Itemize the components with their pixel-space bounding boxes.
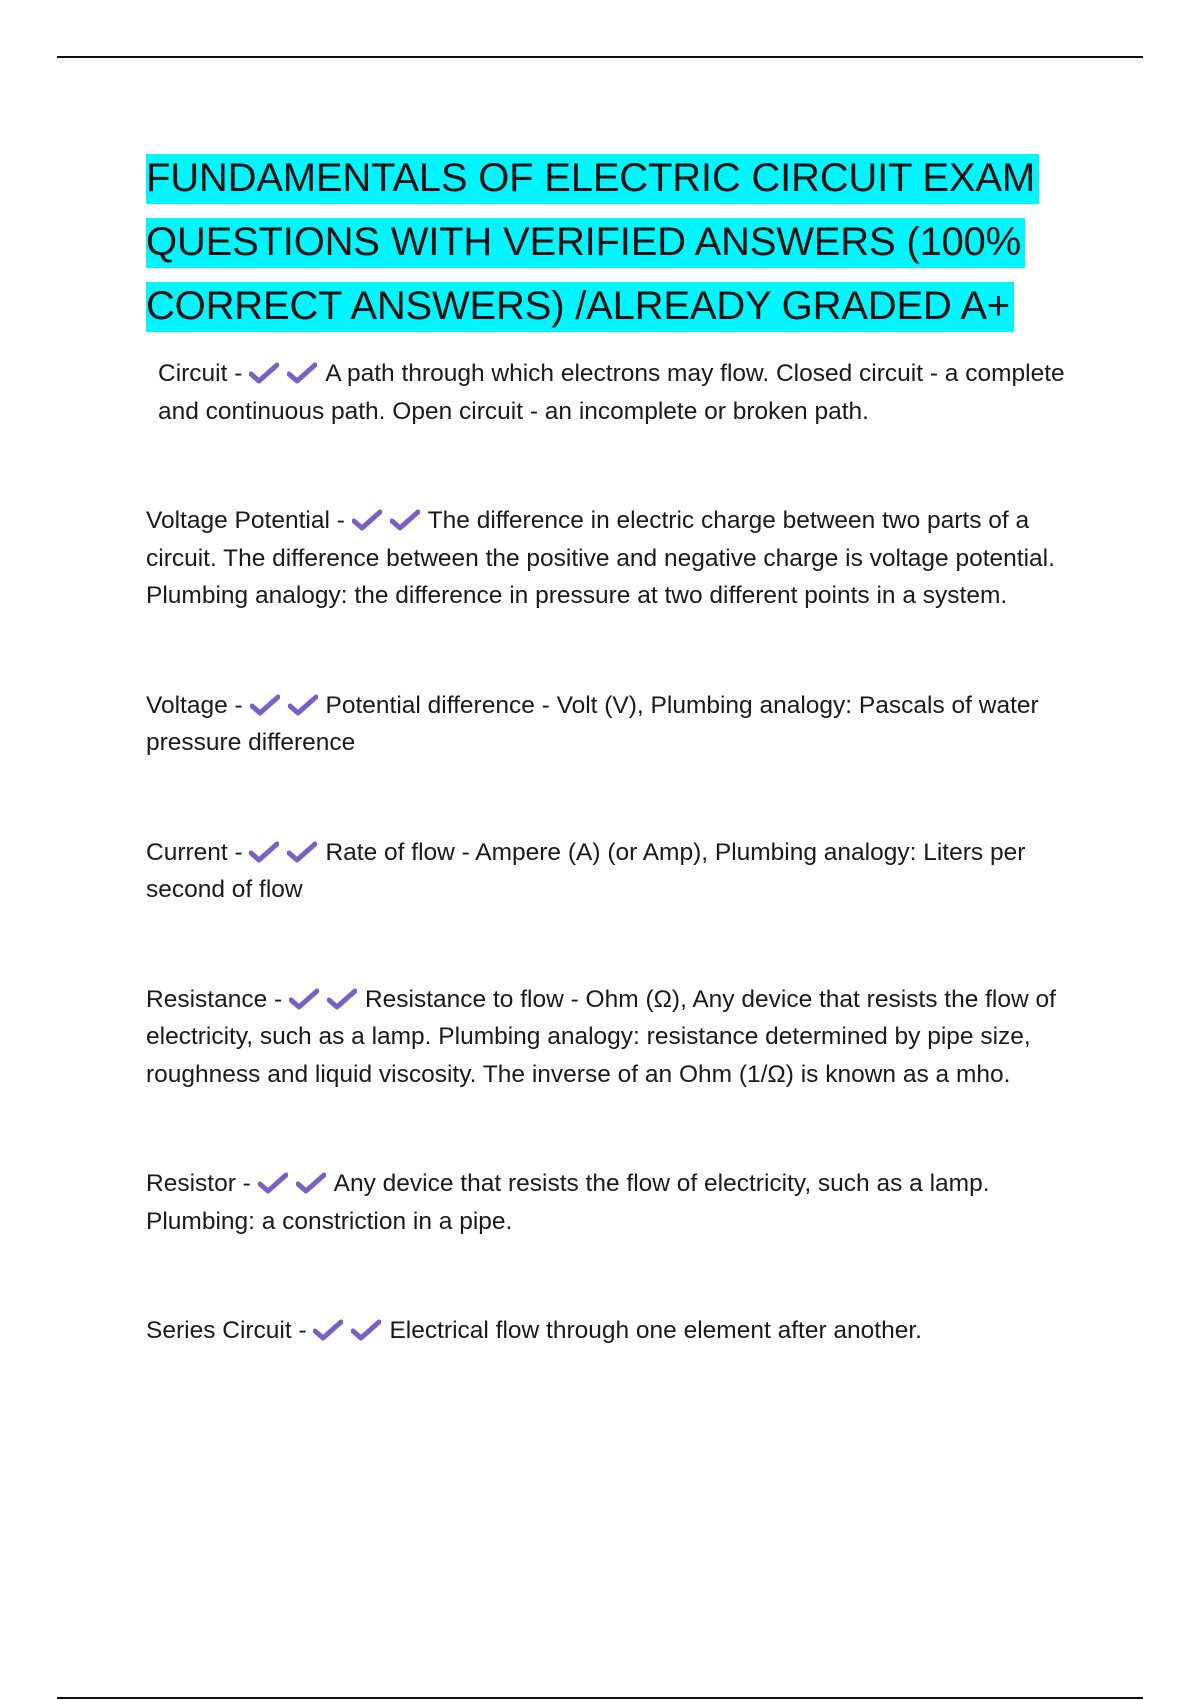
flashcard-entry-voltage: [146, 687, 1096, 762]
flashcard-entry-voltage-potential: [146, 502, 1096, 615]
checkmark-icon: [327, 988, 357, 1010]
bottom-divider: [57, 1697, 1143, 1699]
checkmark-icon: [249, 841, 279, 863]
checkmark-icon: [287, 841, 317, 863]
entry-term: Circuit -: [158, 360, 250, 387]
entry-term: Resistance -: [146, 985, 289, 1013]
checkmark-icon: [313, 1319, 343, 1341]
entry-term: Voltage Potential -: [146, 507, 352, 534]
flashcard-entry-resistor: [146, 1165, 1096, 1240]
checkmark-icon: [352, 509, 382, 531]
checkmark-icon: [288, 694, 318, 716]
entry-term: Voltage -: [146, 691, 250, 719]
flashcard-entry-circuit: [146, 355, 1096, 430]
checkmark-icon: [258, 1172, 288, 1194]
flashcard-entry-resistance: [146, 981, 1096, 1094]
entry-term: Series Circuit -: [146, 1317, 314, 1344]
entry-definition: Resistance to flow - Ohm (Ω), Any device that resists the flow of electricity, such as a lamp. Plumbing analogy: resistance determined by pipe size, roughness and liquid viscosity. The inverse of an Ohm (1/Ω) is known as a mho.: [146, 985, 1056, 1088]
checkmark-icon: [287, 362, 317, 384]
checkmark-icon: [249, 362, 279, 384]
entry-definition: Any device that resists the flow of electricity, such as a lamp. Plumbing: a constriction in a pipe.: [146, 1170, 990, 1235]
title-highlight: FUNDAMENTALS OF ELECTRIC CIRCUIT EXAM QUESTIONS WITH VERIFIED ANSWERS (100% CORRECT ANSWERS) /ALREADY GRADED A+: [146, 154, 1039, 332]
entry-term: Current -: [146, 838, 250, 866]
checkmark-icon: [390, 509, 420, 531]
checkmark-icon: [296, 1172, 326, 1194]
entry-definition: Rate of flow - Ampere (A) (or Amp), Plumbing analogy: Liters per second of flow: [146, 838, 1026, 903]
entry-term: Resistor -: [146, 1170, 258, 1197]
entry-definition: A path through which electrons may flow. Closed circuit - a complete and continuous path. Open circuit - an incomplete or broken path.: [158, 360, 1065, 425]
flashcard-entry-current: [146, 834, 1096, 909]
top-divider: [57, 56, 1143, 58]
flashcard-list: [146, 355, 1096, 1350]
checkmark-icon: [250, 694, 280, 716]
entry-definition: Electrical flow through one element after another.: [389, 1317, 922, 1344]
checkmark-icon: [351, 1319, 381, 1341]
checkmark-icon: [289, 988, 319, 1010]
entry-definition: The difference in electric charge between two parts of a circuit. The difference between the positive and negative charge is voltage potential. Plumbing analogy: the difference in pressure at two different points in a system.: [146, 507, 1055, 609]
document-title: [146, 146, 1086, 338]
entry-definition: Potential difference - Volt (V), Plumbing analogy: Pascals of water pressure difference: [146, 691, 1039, 756]
flashcard-entry-series-circuit: [146, 1312, 1096, 1350]
